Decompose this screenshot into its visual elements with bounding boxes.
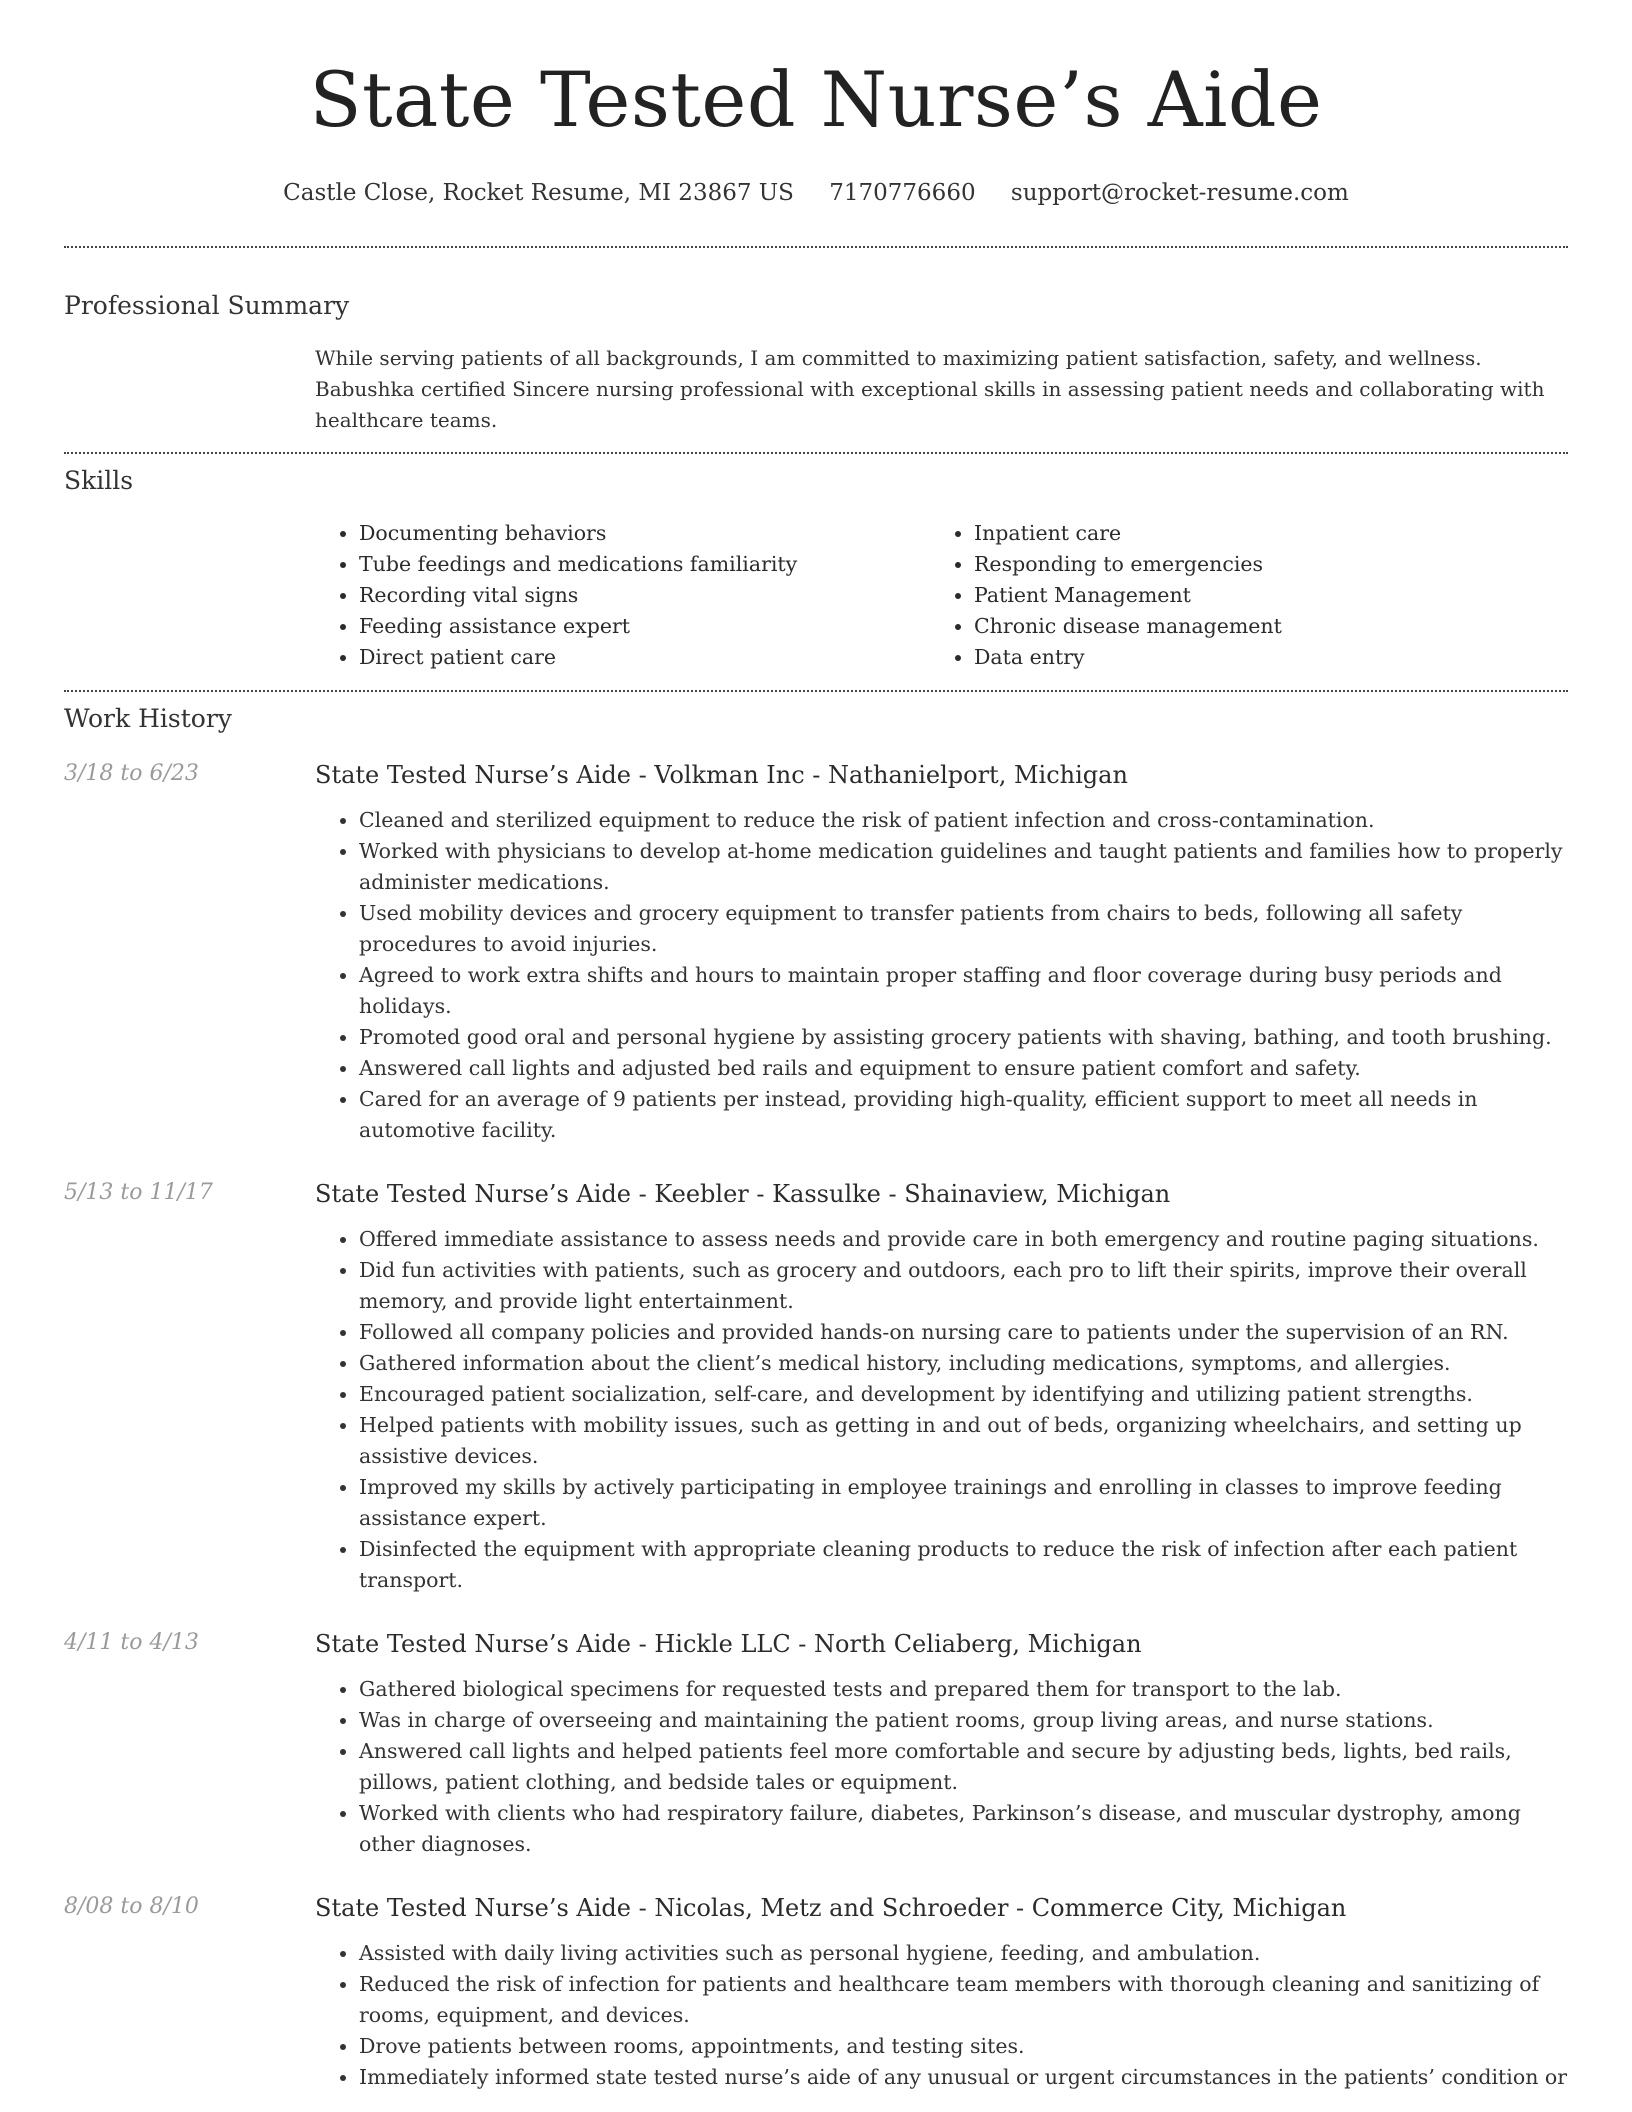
contact-phone: 7170776660 (829, 180, 976, 206)
job-bullet: • Helped patients with mobility issues, such as getting in and out of beds, organizing wheelchairs, and setting up assistive devices. (359, 1410, 1568, 1472)
summary-text: While serving patients of all backgrounds, I am committed to maximizing patient satisfaction, safety, and wellness. Babushka certified Sincere nursing professional with exceptional skills in assessing patient needs and collaborating with healthcare teams. (315, 346, 1545, 432)
divider-header (64, 246, 1568, 248)
skills-list-right (930, 518, 1545, 673)
job-bullet: • Encouraged patient socialization, self-care, and development by identifying and utilizing patient strengths. (359, 1379, 1568, 1410)
job-dates: 8/08 to 8/10 (64, 1894, 199, 1919)
section-title-work: Work History (64, 704, 232, 733)
job-bullet: • Promoted good oral and personal hygiene by assisting grocery patients with shaving, bathing, and tooth brushing. (359, 1022, 1568, 1053)
job-bullet: • Drove patients between rooms, appointments, and testing sites. (359, 2031, 1568, 2062)
contact-address: Castle Close, Rocket Resume, MI 23867 US (283, 180, 794, 206)
skill-item: • Feeding assistance expert (359, 611, 930, 642)
job-entry (64, 1894, 1568, 2093)
skills-list-left (315, 518, 930, 673)
section-title-summary: Professional Summary (64, 291, 350, 320)
job-entry (64, 1630, 1568, 1860)
job-bullets (315, 805, 1568, 1146)
job-bullet: • Disinfected the equipment with appropriate cleaning products to reduce the risk of infection after each patient transport. (359, 1534, 1568, 1596)
divider-skills (64, 690, 1568, 692)
job-title: State Tested Nurse’s Aide - Nicolas, Metz and Schroeder - Commerce City, Michigan (315, 1894, 1347, 1922)
divider-summary (64, 452, 1568, 454)
job-bullet: • Gathered information about the client’s medical history, including medications, symptoms, and allergies. (359, 1348, 1568, 1379)
skill-item: • Inpatient care (974, 518, 1545, 549)
resume-name: State Tested Nurse’s Aide (309, 55, 1323, 144)
resume-page (64, 0, 1568, 2093)
contact-line (64, 180, 1568, 206)
job-bullet: • Reduced the risk of infection for patients and healthcare team members with thorough cleaning and sanitizing of rooms, equipment, and devices. (359, 1969, 1568, 2031)
skill-item: • Direct patient care (359, 642, 930, 673)
contact-email[interactable]: support@rocket-resume.com (1010, 180, 1349, 206)
skill-item: • Documenting behaviors (359, 518, 930, 549)
section-title-skills: Skills (64, 466, 134, 495)
job-bullet: • Answered call lights and adjusted bed rails and equipment to ensure patient comfort and safety. (359, 1053, 1568, 1084)
job-bullets (315, 1674, 1568, 1860)
job-bullet: • Followed all company policies and provided hands-on nursing care to patients under the supervision of an RN. (359, 1317, 1568, 1348)
job-entry (64, 1180, 1568, 1596)
job-bullet: • Answered call lights and helped patients feel more comfortable and secure by adjusting beds, lights, bed rails, pillows, patient clothing, and bedside tales or equipment. (359, 1736, 1568, 1798)
skill-item: • Tube feedings and medications familiarity (359, 549, 930, 580)
job-bullet: • Did fun activities with patients, such as grocery and outdoors, each pro to lift their spirits, improve their overall memory, and provide light entertainment. (359, 1255, 1568, 1317)
job-dates: 4/11 to 4/13 (64, 1630, 199, 1655)
job-title: State Tested Nurse’s Aide - Keebler - Kassulke - Shainaview, Michigan (315, 1180, 1171, 1208)
job-dates: 5/13 to 11/17 (64, 1180, 213, 1205)
job-bullet: • Cared for an average of 9 patients per instead, providing high-quality, efficient support to meet all needs in automotive facility. (359, 1084, 1568, 1146)
skill-item: • Recording vital signs (359, 580, 930, 611)
job-bullets (315, 1224, 1568, 1596)
job-entry (64, 761, 1568, 1146)
job-dates: 3/18 to 6/23 (64, 761, 199, 786)
job-bullet: • Gathered biological specimens for requested tests and prepared them for transport to the lab. (359, 1674, 1568, 1705)
skill-item: • Responding to emergencies (974, 549, 1545, 580)
job-bullet: • Assisted with daily living activities such as personal hygiene, feeding, and ambulation. (359, 1938, 1568, 1969)
job-bullet: • Improved my skills by actively participating in employee trainings and enrolling in classes to improve feeding assistance expert. (359, 1472, 1568, 1534)
job-bullets (315, 1938, 1568, 2093)
skill-item: • Chronic disease management (974, 611, 1545, 642)
job-bullet: • Agreed to work extra shifts and hours to maintain proper staffing and floor coverage during busy periods and holidays. (359, 960, 1568, 1022)
job-bullet: • Worked with physicians to develop at-home medication guidelines and taught patients and families how to properly administer medications. (359, 836, 1568, 898)
skill-item: • Data entry (974, 642, 1545, 673)
job-title: State Tested Nurse’s Aide - Volkman Inc - Nathanielport, Michigan (315, 761, 1128, 789)
job-bullet: • Worked with clients who had respiratory failure, diabetes, Parkinson’s disease, and muscular dystrophy, among other diagnoses. (359, 1798, 1568, 1860)
job-bullet: • Was in charge of overseeing and maintaining the patient rooms, group living areas, and nurse stations. (359, 1705, 1568, 1736)
job-bullet: • Used mobility devices and grocery equipment to transfer patients from chairs to beds, following all safety procedures to avoid injuries. (359, 898, 1568, 960)
job-bullet: • Cleaned and sterilized equipment to reduce the risk of patient infection and cross-contamination. (359, 805, 1568, 836)
job-bullet: • Immediately informed state tested nurse’s aide of any unusual or urgent circumstances in the patients’ condition or (359, 2062, 1568, 2093)
skills-grid (315, 518, 1568, 673)
skill-item: • Patient Management (974, 580, 1545, 611)
job-title: State Tested Nurse’s Aide - Hickle LLC - North Celiaberg, Michigan (315, 1630, 1142, 1658)
job-bullet: • Offered immediate assistance to assess needs and provide care in both emergency and routine paging situations. (359, 1224, 1568, 1255)
